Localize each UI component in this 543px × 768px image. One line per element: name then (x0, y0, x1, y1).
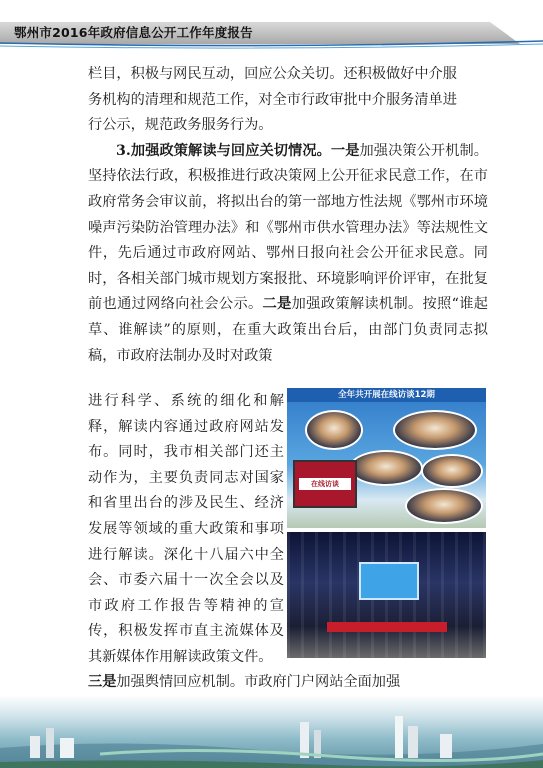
lead-second: 二是 (262, 296, 292, 313)
section-heading: 3.加强政策解读与回应关切情况。 (116, 142, 331, 159)
online-interview-photo (287, 388, 486, 528)
tv-label: 在线访谈 (299, 478, 351, 490)
interview-oval-image (393, 410, 477, 450)
paragraph-3-text: 加强舆情回应机制。市政府门户网站全面加强 (116, 674, 401, 690)
interview-oval-image (405, 488, 483, 524)
page-header (0, 0, 543, 48)
paragraph-1-line: 栏目，积极与网民互动，回应公众关切。还积极做好中介服 (88, 66, 457, 82)
wrapped-text: 进行科学、系统的细化和解释，解读内容通过政府网站发布。同时，我市相关部门还主动作为，主要负责同志对国家和省里出台的涉及民生、经济发展等领域的重大政策和事项进行解读。深化十八届六中全会、市委六届十一次全会以及市政府工作报告等精神的宣传，积极发挥市直主流媒体及其新媒体作用解读政策文件。 (88, 393, 284, 665)
paragraph-1-line: 务机构的清理和规范工作，对全市行政审批中介服务清单进 (88, 91, 457, 108)
stage-screen (359, 562, 419, 600)
city-skyline-image (0, 708, 543, 768)
lead-first: 一是 (330, 142, 360, 159)
paragraph-2 (88, 139, 488, 369)
interview-oval-image (349, 450, 423, 486)
footer-city-banner (0, 695, 543, 768)
interview-oval-image (421, 454, 483, 488)
body-text-bottom (88, 670, 488, 696)
photo-banner: 全年共开展在线访谈12期 (287, 388, 486, 402)
body-text-top (88, 62, 488, 369)
paragraph-1 (88, 62, 488, 139)
interview-oval-image (305, 410, 363, 450)
paragraph-2-text-1: 加强决策公开机制。坚持依法行政，积极推进行政决策网上公开征求民意工作，在市政府常务会审议前，将拟出台的第一部地方性法规《鄂州市环境噪声污染防治管理办法》和《鄂州市供水管理办法》等法规性文件，先后通过市政府网站、鄂州日报向社会公开征求民意。同时，各相关部门城市规划方案报批、环境影响评价评审，在批复前也通过网络向社会公示。 (88, 142, 488, 313)
stage-table (327, 622, 447, 632)
tv-screen-graphic (293, 460, 357, 508)
conference-stage-photo (287, 532, 486, 658)
paragraph-1-line: 行公示，规范政务服务行为。 (88, 117, 273, 134)
paragraph-2-text-2: 加强政策解读机制。按照“谁起草、谁解读”的原则，在重大政策出台后，由部门负责同志拟稿，市政府法制办及时对政策 (88, 296, 488, 364)
lead-third: 三是 (88, 674, 117, 690)
report-title: 鄂州市2016年政府信息公开工作年度报告 (14, 25, 253, 40)
